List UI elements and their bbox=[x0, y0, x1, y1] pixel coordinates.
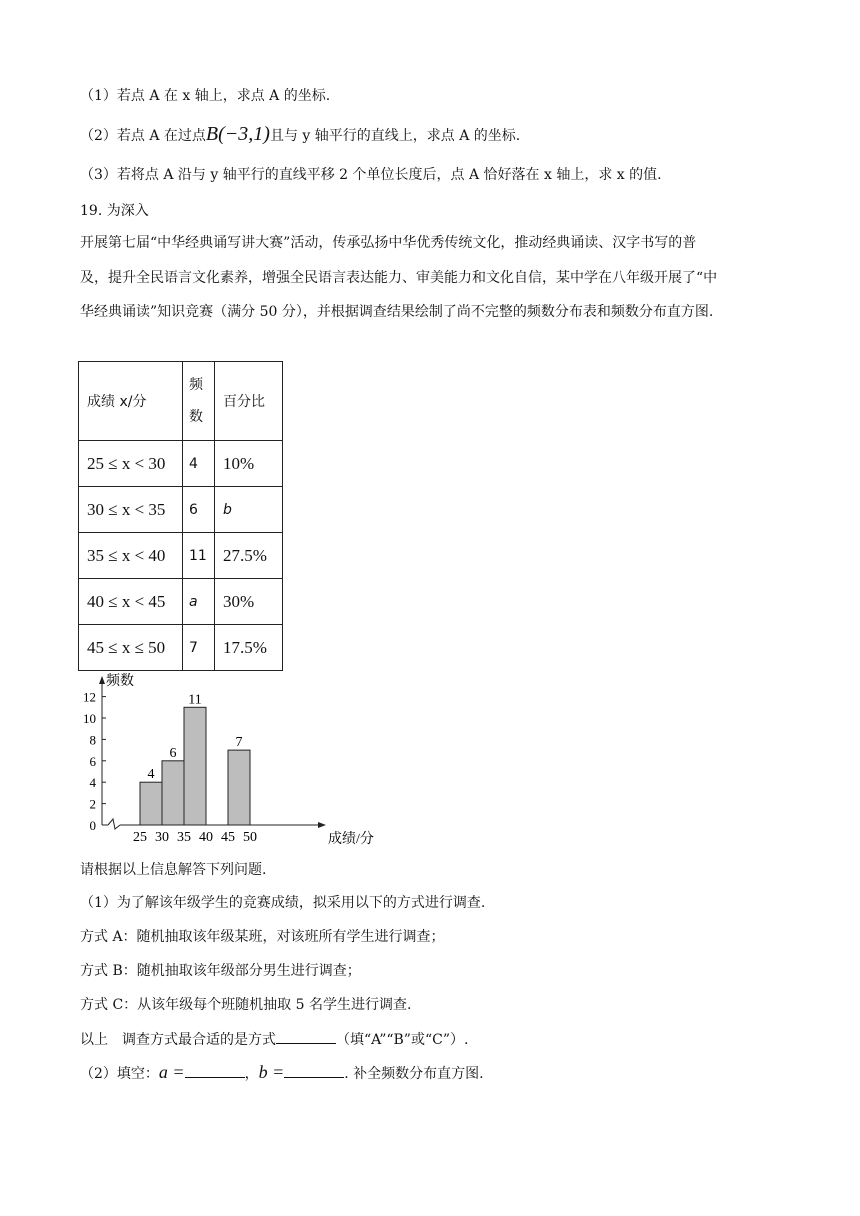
range-cell: 25 ≤ x < 30 bbox=[79, 441, 183, 487]
frequency-cell: 11 bbox=[183, 533, 215, 579]
method-a: 方式 A：随机抽取该年级某班，对该班所有学生进行调查； bbox=[80, 929, 445, 945]
x-tick-label: 40 bbox=[199, 830, 213, 845]
table-row bbox=[79, 487, 283, 533]
histogram-bars bbox=[140, 707, 250, 825]
answer-blank-b[interactable] bbox=[284, 1063, 344, 1078]
y-axis-label: 频数 bbox=[106, 674, 134, 689]
histogram-bar bbox=[184, 707, 206, 825]
range-cell: 40 ≤ x < 45 bbox=[79, 579, 183, 625]
x-axis-label: 成绩/分 bbox=[328, 832, 374, 847]
x-axis-break bbox=[108, 819, 120, 829]
x-tick-label: 45 bbox=[221, 830, 235, 845]
table-row bbox=[79, 441, 283, 487]
x-tick-label: 30 bbox=[155, 830, 169, 845]
var-a: a = bbox=[158, 1062, 185, 1082]
method-c: 方式 C：从该年级每个班随机抽取 5 名学生进行调查. bbox=[80, 997, 412, 1013]
answer-blank-a[interactable] bbox=[185, 1063, 245, 1078]
x-axis-arrow bbox=[318, 822, 326, 828]
bar-data-label: 6 bbox=[169, 745, 177, 761]
sub-question-2 bbox=[80, 1062, 484, 1084]
bar-data-label: 4 bbox=[147, 767, 155, 783]
percent-cell: b bbox=[215, 487, 283, 533]
q2-suffix: . 补全频数分布直方图. bbox=[344, 1066, 484, 1082]
range-cell: 30 ≤ x < 35 bbox=[79, 487, 183, 533]
sub-question-1: （1）为了解该年级学生的竞赛成绩，拟采用以下的方式进行调查. bbox=[80, 895, 486, 911]
x-tick-label: 50 bbox=[243, 830, 257, 845]
frequency-cell: 4 bbox=[183, 441, 215, 487]
bar-data-label: 7 bbox=[235, 735, 243, 751]
best-method-line bbox=[80, 1029, 468, 1050]
y-tick-label: 6 bbox=[89, 753, 96, 769]
header-percent: 百分比 bbox=[215, 362, 283, 441]
y-axis-arrow bbox=[99, 676, 105, 684]
table-row bbox=[79, 533, 283, 579]
question-19-intro-line-3: 华经典诵读”知识竞赛（满分 50 分），并根据调查结果绘制了尚不完整的频数分布表和频数分布直方图. bbox=[80, 304, 714, 320]
percent-cell: 17.5% bbox=[215, 625, 283, 671]
prompt-text: 请根据以上信息解答下列问题. bbox=[80, 862, 267, 878]
best-method-suffix: （填“A”“B”或“C”）. bbox=[336, 1032, 469, 1048]
prev-question-part-2 bbox=[80, 124, 520, 146]
question-19-intro-line-2: 及，提升全民语言文化素养，增强全民语言表达能力、审美能力和文化自信，某中学在八年级开展了“中 bbox=[80, 270, 718, 286]
y-tick-label: 12 bbox=[83, 689, 96, 705]
q2-prefix: （2）填空： bbox=[80, 1066, 159, 1082]
prev-q2-prefix: （2）若点 A 在过点 bbox=[80, 128, 206, 144]
histogram-bar bbox=[140, 782, 162, 825]
header-frequency bbox=[183, 362, 215, 441]
frequency-table bbox=[78, 361, 283, 671]
method-b: 方式 B：随机抽取该年级部分男生进行调查； bbox=[80, 963, 361, 979]
table-header-row bbox=[79, 362, 283, 441]
header-frequency-text: 频数 bbox=[189, 377, 203, 425]
frequency-cell: 7 bbox=[183, 625, 215, 671]
percent-cell: 27.5% bbox=[215, 533, 283, 579]
histogram-bar bbox=[228, 750, 250, 825]
answer-blank-method[interactable] bbox=[276, 1029, 336, 1044]
table-row bbox=[79, 579, 283, 625]
y-tick-label: 0 bbox=[89, 818, 96, 833]
bar-data-label: 11 bbox=[188, 692, 202, 708]
question-19-number: 19. 为深入 bbox=[80, 203, 149, 219]
q2-separator: ， bbox=[244, 1066, 259, 1082]
var-b: b = bbox=[258, 1062, 285, 1082]
frequency-cell: 6 bbox=[183, 487, 215, 533]
point-b-coordinate: B(−3,1) bbox=[205, 123, 270, 145]
percent-cell: 30% bbox=[215, 579, 283, 625]
y-tick-label: 10 bbox=[83, 711, 96, 726]
prev-q2-suffix: 且与 y 轴平行的直线上，求点 A 的坐标. bbox=[269, 128, 521, 144]
best-method-prefix: 以上 调查方式最合适的是方式 bbox=[80, 1032, 276, 1048]
percent-cell: 10% bbox=[215, 441, 283, 487]
y-tick-label: 2 bbox=[89, 796, 96, 812]
frequency-cell: a bbox=[183, 579, 215, 625]
histogram-bar bbox=[162, 761, 184, 825]
header-score: 成绩 x/分 bbox=[79, 362, 183, 441]
range-cell: 45 ≤ x ≤ 50 bbox=[79, 625, 183, 671]
x-tick-label: 35 bbox=[177, 830, 191, 845]
table-row bbox=[79, 625, 283, 671]
x-tick-label: 25 bbox=[133, 830, 147, 845]
question-19-intro-line-1: 开展第七届“中华经典诵写讲大赛”活动，传承弘扬中华优秀传统文化，推动经典诵读、汉字书写的普 bbox=[80, 235, 697, 251]
y-tick-label: 8 bbox=[89, 732, 96, 748]
prev-question-part-1: （1）若点 A 在 x 轴上，求点 A 的坐标. bbox=[80, 88, 331, 104]
frequency-histogram bbox=[60, 668, 374, 850]
y-tick-label: 4 bbox=[89, 775, 96, 791]
prev-question-part-3: （3）若将点 A 沿与 y 轴平行的直线平移 2 个单位长度后，点 A 恰好落在 x 轴上，求 x 的值. bbox=[80, 167, 662, 183]
range-cell: 35 ≤ x < 40 bbox=[79, 533, 183, 579]
